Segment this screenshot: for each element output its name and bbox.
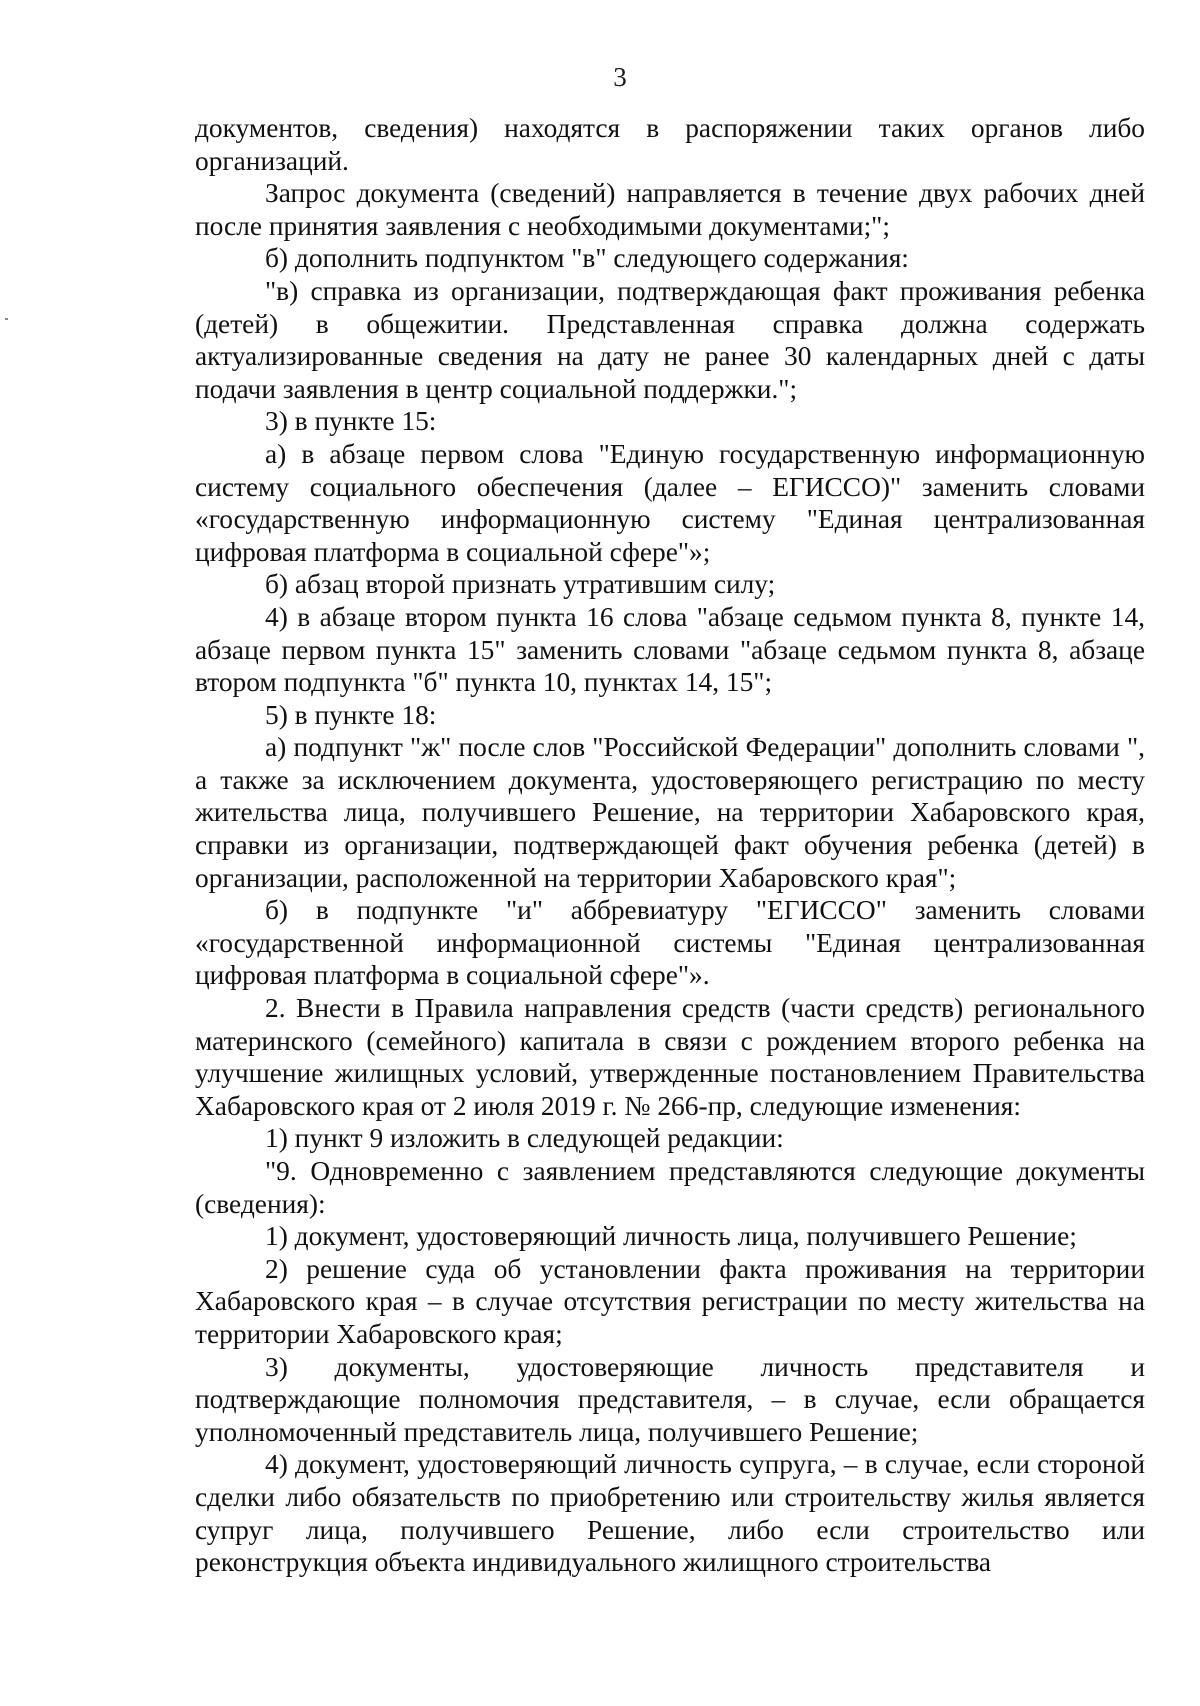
- paragraph-point-18: 5) в пункте 18:: [265, 699, 437, 730]
- paragraph-point-9-intro: 1) пункт 9 изложить в следующей редакции:: [265, 1123, 784, 1154]
- paragraph-list-item-4: 4) документ, удостоверяющий личность супруга, – в случае, если стороной сделки либо обязательств по приобретению или строительству жилья является супруг лица, получившего Решение, либо если строительство или реконструкция объекта индивидуального жилищного строительства: [195, 1449, 1145, 1578]
- paragraph-point-15-b: б) абзац второй признать утратившим силу;: [265, 569, 776, 600]
- paragraph-point-15: 3) в пункте 15:: [265, 406, 437, 437]
- page-number: 3: [613, 62, 627, 92]
- paragraph-list-item-1: 1) документ, удостоверяющий личность лица, получившего Решение;: [265, 1221, 1077, 1252]
- paragraph-point-18-a: а) подпункт "ж" после слов "Российской Федерации" дополнить словами ", а также за исключением документа, удостоверяющего регистрацию по месту жительства лица, получившего Решение, на территории Хабаровского края, справки из организации, подтверждающей факт обучения ребенка (детей) в организации, расположенной на территории Хабаровского края";: [195, 732, 1145, 893]
- paragraph-point-18-b: б) в подпункте "и" аббревиатуру "ЕГИССО" заменить словами «государственной информационной системы "Единая централизованная цифровая платформа в социальной сфере"».: [195, 895, 1145, 991]
- scan-artifact: [5, 318, 8, 320]
- paragraph-section-2: 2. Внести в Правила направления средств (части средств) регионального материнского (семейного) капитала в связи с рождением второго ребенка на улучшение жилищных условий, утвержденные постановлением Правительства Хабаровского края от 2 июля 2019 г. № 266-пр, следующие изменения:: [195, 993, 1145, 1121]
- paragraph-subpoint-v-text: "в) справка из организации, подтверждающая факт проживания ребенка (детей) в общежитии. Представленная справка должна содержать актуализированные сведения на дату не ранее 30 календарных дней с даты подачи заявления в центр социальной поддержки.";: [195, 275, 1145, 404]
- paragraph-continuation: документов, сведения) находятся в распоряжении таких органов либо организаций.: [195, 113, 1145, 176]
- paragraph-add-subpoint-v: б) дополнить подпунктом "в" следующего содержания:: [265, 243, 909, 274]
- paragraph-point-9-text: "9. Одновременно с заявлением представляются следующие документы (сведения):: [195, 1156, 1145, 1219]
- paragraph-request-deadline: Запрос документа (сведений) направляется в течение двух рабочих дней после принятия заявления с необходимыми документами;";: [195, 178, 1145, 241]
- document-body: [195, 112, 1145, 1579]
- paragraph-point-16: 4) в абзаце втором пункта 16 слова "абзаце седьмом пункта 8, пункте 14, абзаце первом пункта 15" заменить словами "абзаце седьмом пункта 8, абзаце втором подпункта "б" пункта 10, пунктах 14, 15";: [195, 601, 1145, 698]
- paragraph-list-item-3: 3) документы, удостоверяющие личность представителя и подтверждающие полномочия представителя, – в случае, если обращается уполномоченный представитель лица, получившего Решение;: [195, 1351, 1145, 1447]
- paragraph-list-item-2: 2) решение суда об установлении факта проживания на территории Хабаровского края – в случае отсутствия регистрации по месту жительства на территории Хабаровского края;: [195, 1253, 1145, 1349]
- paragraph-point-15-a: а) в абзаце первом слова "Единую государственную информационную систему социального обеспечения (далее – ЕГИССО)" заменить словами «государственную информационную систему "Единая централизованная цифровая платформа в социальной сфере"»;: [195, 438, 1145, 567]
